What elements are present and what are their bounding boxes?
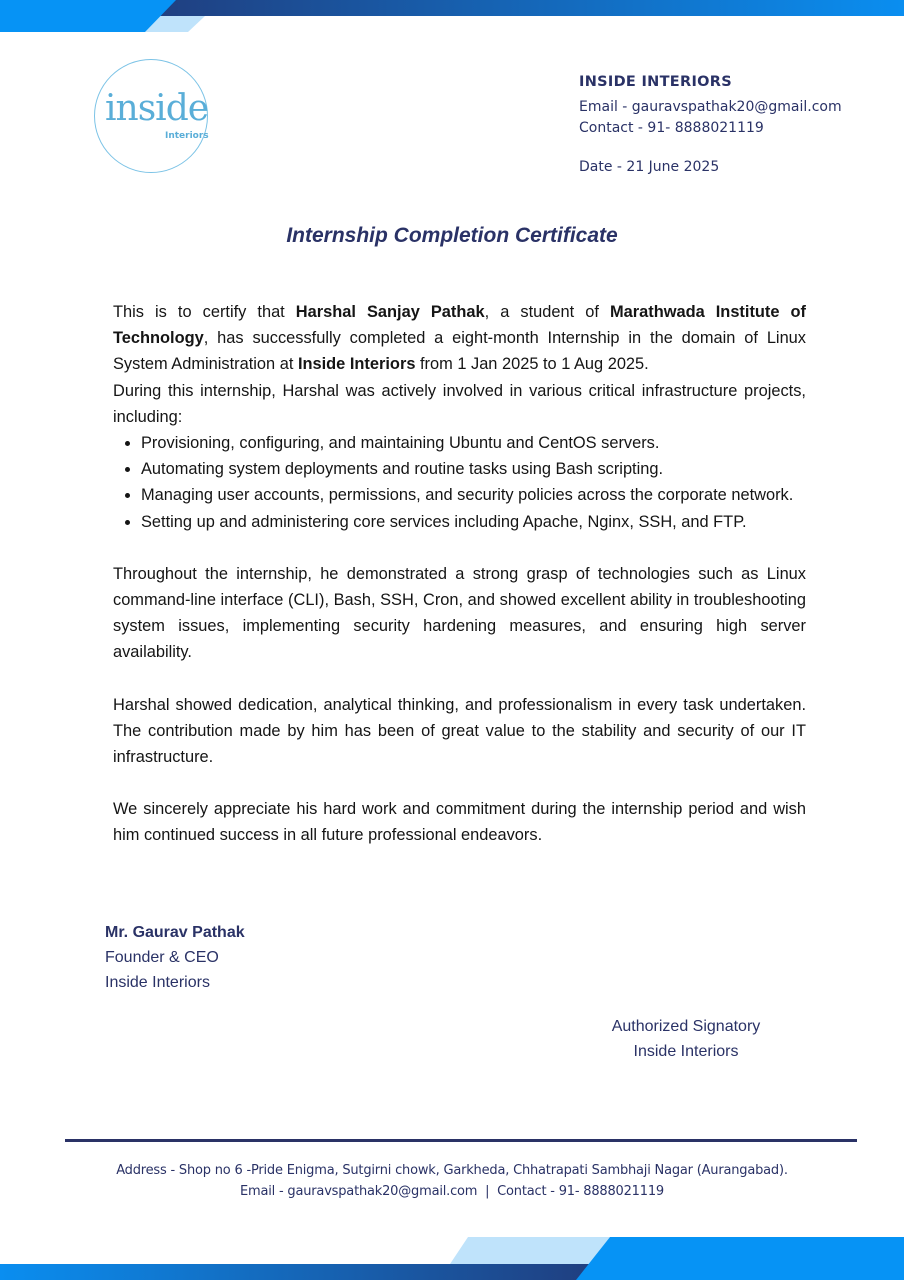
intro-paragraph bbox=[113, 299, 806, 378]
company-name-inline: Inside Interiors bbox=[297, 355, 416, 374]
signatory-company: Inside Interiors bbox=[633, 1043, 739, 1060]
signer-company: Inside Interiors bbox=[105, 974, 210, 991]
header-decoration bbox=[0, 0, 904, 34]
footer-contact: Email - gauravspathak20@gmail.com | Contact - 91- 8888021119 bbox=[240, 1184, 664, 1199]
authorized-signatory-block bbox=[590, 1014, 782, 1064]
dedication-paragraph: Harshal showed dedication, analytical thinking, and professionalism in every task undertaken. The contribution made by him has been of great value to the stability and security of our IT infrastructure. bbox=[113, 695, 806, 767]
signer-block bbox=[105, 920, 245, 995]
footer bbox=[0, 1160, 904, 1202]
intro-text-3: , has successfully completed a eight-month Internship in the domain of Linux System Administration at bbox=[113, 329, 806, 374]
list-item: • Managing user accounts, permissions, and security policies across the corporate network. bbox=[141, 482, 806, 508]
intro-text-1: This is to certify that bbox=[113, 303, 296, 321]
certificate-body bbox=[113, 299, 806, 849]
projects-list bbox=[113, 430, 806, 535]
company-email: Email - gauravspathak20@gmail.com bbox=[579, 99, 842, 115]
footer-decoration bbox=[0, 1236, 904, 1280]
company-contact: Contact - 91- 8888021119 bbox=[579, 120, 764, 136]
signer-name: Mr. Gaurav Pathak bbox=[105, 924, 245, 941]
intern-name: Harshal Sanjay Pathak bbox=[295, 303, 485, 321]
company-logo bbox=[94, 59, 208, 173]
logo-script-text: inside bbox=[105, 88, 209, 129]
list-item: • Automating system deployments and routine tasks using Bash scripting. bbox=[141, 456, 806, 482]
footer-address: Address - Shop no 6 -Pride Enigma, Sutgirni chowk, Garkheda, Chhatrapati Sambhaji Nagar (Aurangabad). bbox=[116, 1163, 788, 1178]
projects-intro: During this internship, Harshal was actively involved in various critical infrastructure projects, including: bbox=[113, 381, 806, 426]
footer-divider bbox=[65, 1139, 857, 1142]
certificate-title: Internship Completion Certificate bbox=[286, 224, 618, 247]
logo-sub-text: Interiors bbox=[165, 131, 209, 141]
signatory-label: Authorized Signatory bbox=[611, 1018, 761, 1035]
list-item: • Setting up and administering core services including Apache, Nginx, SSH, and FTP. bbox=[141, 509, 806, 535]
intro-text-2: , a student of bbox=[484, 303, 610, 321]
closing-paragraph: We sincerely appreciate his hard work and commitment during the internship period and wish him continued success in all future professional endeavors. bbox=[113, 800, 806, 845]
intro-text-4: from 1 Jan 2025 to 1 Aug 2025. bbox=[415, 355, 649, 374]
certificate-date: Date - 21 June 2025 bbox=[579, 159, 720, 175]
company-name: INSIDE INTERIORS bbox=[579, 74, 732, 90]
signer-role: Founder & CEO bbox=[105, 949, 219, 966]
institute-name: Marathwada Institute of Technology bbox=[113, 303, 807, 348]
company-contact-block bbox=[579, 74, 842, 175]
list-item: • Provisioning, configuring, and maintaining Ubuntu and CentOS servers. bbox=[141, 430, 806, 456]
skills-paragraph: Throughout the internship, he demonstrated a strong grasp of technologies such as Linux command-line interface (CLI), Bash, SSH, Cron, and showed excellent ability in troubleshooting system issues, implementing security hardening measures, and ensuring high server availability. bbox=[113, 564, 806, 662]
